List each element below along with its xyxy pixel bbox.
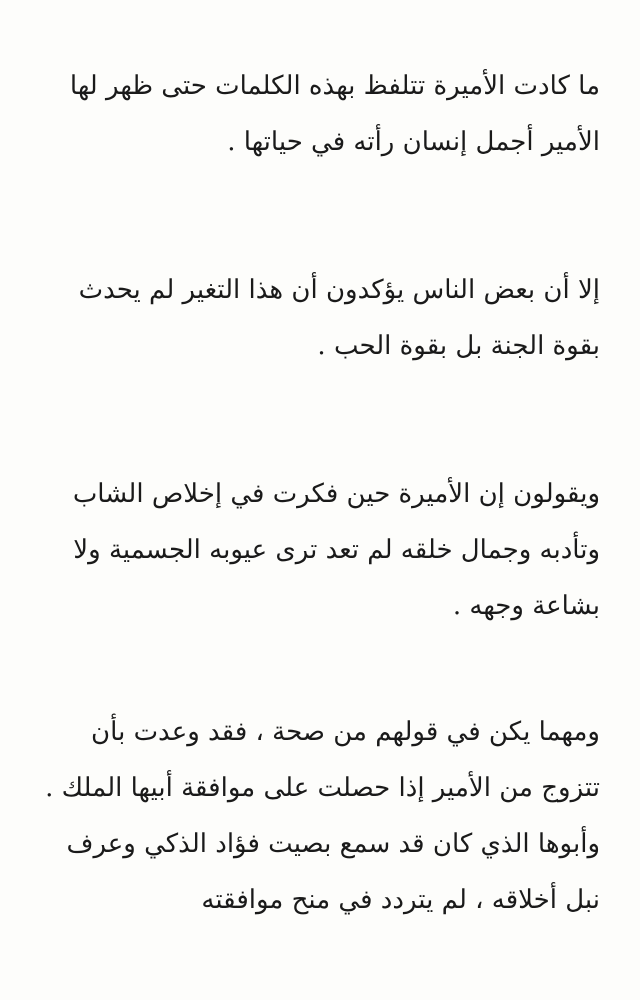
paragraph-line: تتزوج من الأمير إذا حصلت على موافقة أبيها الملك . xyxy=(45,773,600,803)
paragraph-4 xyxy=(40,704,600,928)
paragraph-line: نبل أخلاقه ، لم يتردد في منح موافقته xyxy=(201,885,600,915)
paragraph-line: بقوة الجنة بل بقوة الحب . xyxy=(317,331,600,361)
paragraph-line: ومهما يكن في قولهم من صحة ، فقد وعدت بأن xyxy=(91,717,600,747)
paragraph-line: ما كادت الأميرة تتلفظ بهذه الكلمات حتى ظهر لها xyxy=(69,71,600,101)
paragraph-line: ويقولون إن الأميرة حين فكرت في إخلاص الشاب xyxy=(72,479,600,509)
paragraph-line: وأبوها الذي كان قد سمع بصيت فؤاد الذكي وعرف xyxy=(66,829,600,859)
paragraph-3 xyxy=(40,466,600,634)
paragraph-line: بشاعة وجهه . xyxy=(452,591,600,621)
paragraph-line: وتأدبه وجمال خلقه لم تعد ترى عيوبه الجسمية ولا xyxy=(73,535,600,565)
paragraph-line: إلا أن بعض الناس يؤكدون أن هذا التغير لم يحدث xyxy=(78,275,600,305)
paragraph-line: الأمير أجمل إنسان رأته في حياتها . xyxy=(227,127,600,157)
paragraph-2 xyxy=(40,262,600,374)
paragraph-1 xyxy=(40,58,600,170)
